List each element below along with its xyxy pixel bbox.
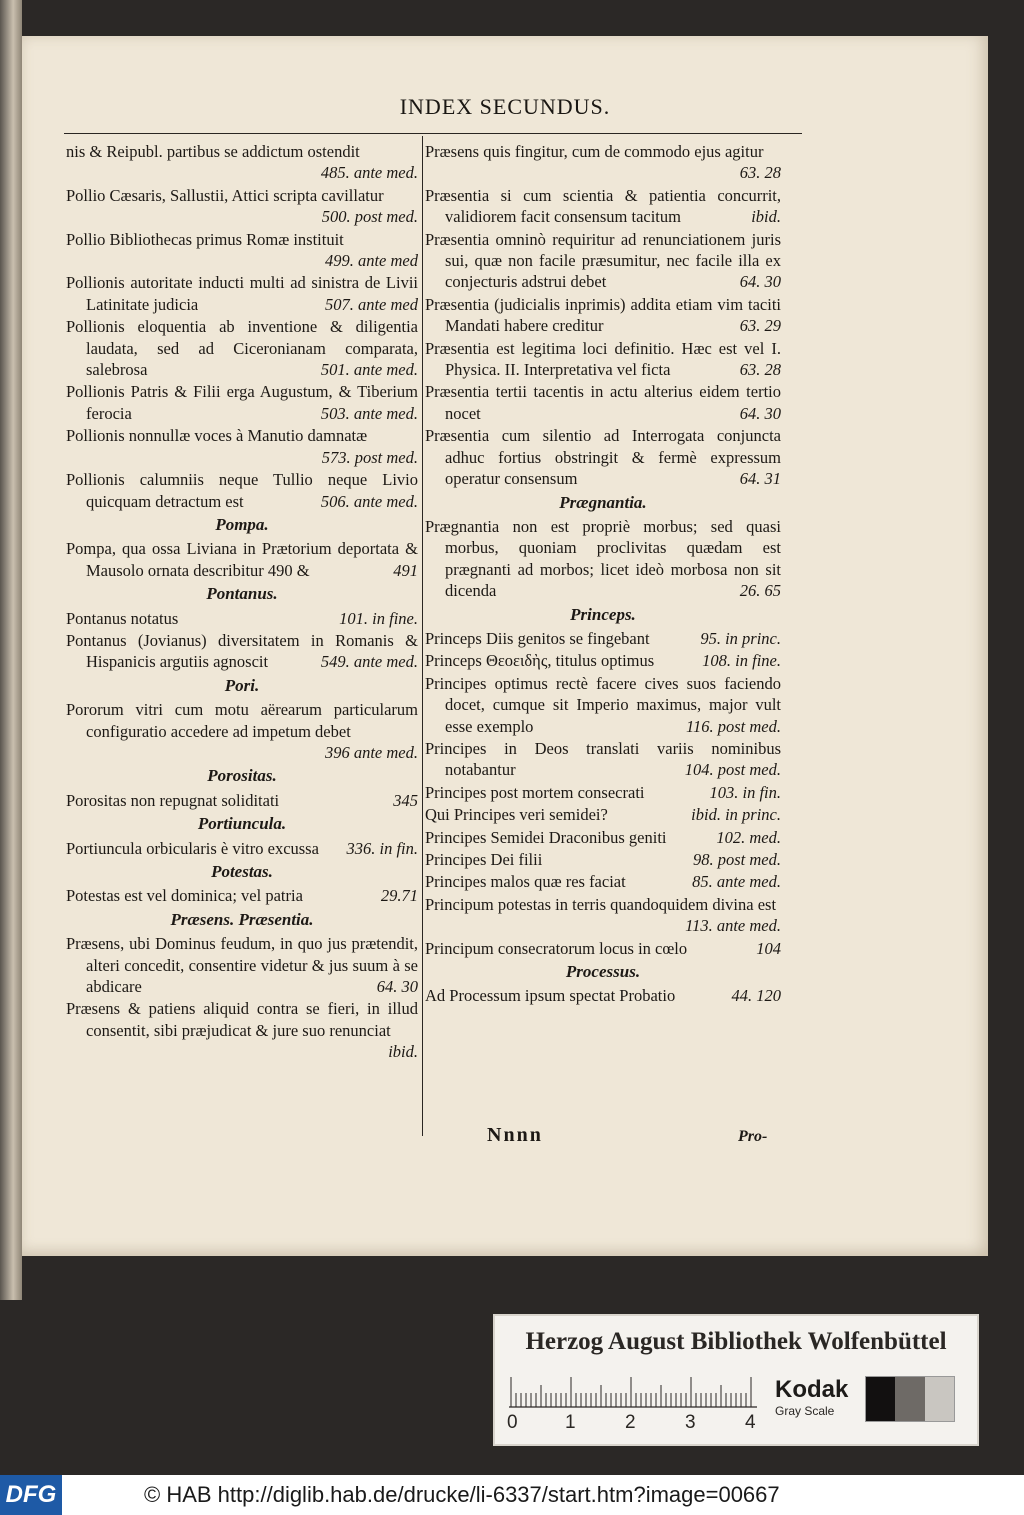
entry-text: Prægnantia non est propriè morbus; sed quasi morbus, quoniam proclivitas quædam est prægnanti ad morbos; licet ideò morbosa non sit dicenda	[425, 516, 781, 601]
page-reference: 573. post med.	[321, 447, 418, 467]
page-reference: 101. in fine.	[339, 608, 418, 628]
entry-text: Principes malos quæ res faciat	[425, 872, 626, 892]
entry-text: Pororum vitri cum motu aërearum particularum configuratio accedere ad impetum debet	[66, 700, 418, 741]
index-entry	[425, 827, 781, 848]
entry-text: Pompa, qua ossa Liviana in Prætorium deportata & Mausolo ornata describitur 490 &	[66, 539, 418, 580]
index-entry	[66, 141, 418, 184]
page-reference: ibid.	[388, 1042, 418, 1062]
page-reference: 63. 28	[739, 163, 781, 183]
index-entry	[66, 838, 418, 859]
entry-text: Præsentia est legitima loci definitio. Hæc est vel I. Physica. II. Interpretativa vel ficta	[425, 338, 781, 380]
entry-text: Potestas est vel dominica; vel patria	[66, 886, 303, 906]
page-reference: ibid. in princ.	[691, 805, 781, 825]
entry-text: Pollio Bibliothecas primus Romæ instituit	[66, 229, 344, 249]
index-entry	[66, 699, 418, 763]
page-reference: 485. ante med.	[320, 163, 418, 183]
entry-text: Principes post mortem consecrati	[425, 782, 645, 802]
column-divider	[422, 136, 423, 1136]
library-name: Herzog August Bibliothek Wolfenbüttel	[525, 1328, 947, 1355]
page-reference: 64. 30	[739, 272, 781, 292]
index-heading: Porositas.	[207, 766, 277, 786]
page-reference: 549. ante med.	[320, 652, 418, 672]
index-entry	[425, 894, 781, 937]
page-reference: 103. in fin.	[709, 782, 781, 802]
page-reference: 98. post med.	[693, 850, 781, 869]
index-entry	[66, 272, 418, 315]
page-reference: 500. post med.	[321, 207, 418, 227]
index-entry	[425, 782, 781, 803]
entry-text: Principum potestas in terris quandoquidem divina est	[425, 894, 777, 914]
page-reference: 501. ante med.	[320, 360, 418, 380]
index-entry	[425, 425, 781, 489]
index-entry	[66, 630, 418, 673]
page-reference: 63. 29	[739, 316, 781, 336]
index-entry	[425, 628, 781, 649]
index-heading: Princeps.	[570, 604, 636, 624]
index-entry	[425, 294, 781, 337]
index-entry	[425, 849, 781, 870]
page-reference: 345	[393, 790, 418, 810]
index-heading: Pompa.	[215, 514, 269, 534]
footer-bar	[0, 1475, 1024, 1515]
page-reference: 26. 65	[739, 581, 781, 601]
index-entry	[66, 933, 418, 997]
entry-text: Præsens quis fingitur, cum de commodo ejus agitur	[425, 142, 764, 161]
page-reference: 336. in fin.	[346, 838, 418, 858]
entry-text: Pollionis Patris & Filii erga Augustum, & Tiberium ferocia	[66, 382, 418, 423]
entry-text: Principum consecratorum locus in cœlo	[425, 938, 688, 958]
index-entry	[425, 673, 781, 737]
entry-text: Pollionis eloquentia ab inventione & diligentia laudata, sed ad Ciceronianam comparata, salebrosa	[66, 317, 418, 380]
scale-number: 0	[507, 1412, 518, 1433]
entry-text: Qui Principes veri semidei?	[425, 805, 608, 825]
index-heading: Pori.	[224, 675, 260, 695]
page-reference: 116. post med.	[685, 716, 781, 736]
copyright-url: © HAB http://diglib.hab.de/drucke/li-6337/start.htm?image=00667	[144, 1482, 780, 1507]
book-binding-edge	[0, 0, 22, 1300]
entry-text: Principes Semidei Draconibus geniti	[425, 827, 667, 847]
index-entry	[66, 229, 418, 272]
index-entry	[425, 229, 781, 293]
signature-mark: Nnnn	[487, 1124, 543, 1146]
index-entry	[66, 885, 418, 906]
entry-text: Principes optimus rectè facere cives suos faciendo docet, cumque sit Imperio maximus, major vult esse exemplo	[425, 673, 781, 736]
scale-number: 4	[745, 1412, 756, 1433]
page-reference: 499. ante med	[324, 251, 418, 271]
index-entry	[66, 469, 418, 512]
page-reference: 396 ante med.	[324, 742, 418, 762]
index-entry	[66, 538, 418, 581]
entry-text: Præsentia omninò requiritur ad renunciationem juris sui, quæ non facile præsumitur, nec facile illa ex conjecturis adstrui debet	[425, 229, 781, 292]
page-reference: 104. post med.	[684, 760, 781, 780]
index-heading: Præsens. Præsentia.	[170, 909, 314, 929]
index-entry	[66, 790, 418, 811]
page-reference: 108. in fine.	[702, 651, 781, 671]
index-entry	[425, 338, 781, 381]
entry-text: Pollio Cæsaris, Sallustii, Attici scripta cavillatur	[66, 185, 384, 205]
header-rule	[64, 133, 802, 134]
catchword: Pro-	[738, 1128, 768, 1145]
book-page	[22, 36, 988, 1256]
entry-text: Pollionis autoritate inducti multi ad sinistra de Livii Latinitate judicia	[66, 273, 418, 314]
entry-text: nis & Reipubl. partibus se addictum ostendit	[66, 142, 360, 161]
index-entry	[66, 316, 418, 380]
scale-ruler	[509, 1374, 757, 1408]
entry-text: Pontanus (Jovianus) diversitatem in Romanis & Hispanicis argutiis agnoscit	[66, 630, 418, 672]
index-heading: Potestas.	[211, 862, 273, 881]
index-entry	[66, 998, 418, 1062]
dfg-logo: DFG	[0, 1475, 62, 1515]
kodak-logo: Kodak	[775, 1376, 849, 1403]
scale-number: 1	[565, 1412, 576, 1433]
scale-number: 2	[625, 1412, 636, 1433]
page-reference: 104	[756, 938, 781, 958]
entry-text: Pollionis nonnullæ voces à Manutio damnatæ	[66, 426, 368, 446]
page-reference: 95. in princ.	[700, 628, 781, 648]
index-entry	[425, 381, 781, 424]
gray-patch-mid	[895, 1377, 924, 1421]
index-entry	[66, 381, 418, 424]
index-heading: Portiuncula.	[197, 814, 287, 834]
entry-text: Princeps Θεοειδὴς, titulus optimus	[425, 651, 655, 671]
page-reference: 64. 30	[376, 977, 418, 997]
index-entry	[425, 185, 781, 228]
gray-scale-label: Gray Scale	[775, 1404, 835, 1418]
entry-text: Præsentia cum silentio ad Interrogata conjuncta adhuc fortius obstringit & fermè expressum operatur consensum	[425, 426, 781, 489]
index-heading: Prægnantia.	[559, 492, 647, 512]
gray-patches	[865, 1376, 955, 1422]
page-reference: 113. ante med.	[685, 916, 781, 936]
index-heading: Processus.	[565, 962, 641, 982]
index-entry	[66, 185, 418, 228]
page-reference: ibid.	[751, 207, 781, 227]
index-heading: Pontanus.	[206, 584, 278, 604]
page-reference: 506. ante med.	[320, 491, 418, 511]
entry-text: Porositas non repugnat soliditati	[66, 790, 280, 810]
index-entry	[425, 650, 781, 671]
gray-patch-dark	[866, 1377, 895, 1421]
index-entry	[66, 608, 418, 629]
gray-patch-light	[925, 1377, 954, 1421]
entry-text: Præsentia tertii tacentis in actu alterius eidem tertio nocet	[425, 382, 781, 423]
entry-text: Pontanus notatus	[66, 608, 179, 628]
index-entry	[425, 516, 781, 602]
index-column-left	[66, 141, 418, 1064]
page-reference: 503. ante med.	[320, 403, 418, 423]
entry-text: Præsentia (judicialis inprimis) addita etiam vim taciti Mandati habere creditur	[425, 294, 781, 336]
page-reference: 491	[393, 560, 418, 580]
index-entry	[425, 871, 781, 892]
entry-text: Ad Processum ipsum spectat Probatio	[425, 986, 676, 1006]
index-entry	[425, 985, 781, 1006]
index-entry	[425, 938, 781, 959]
page-reference: 85. ante med.	[692, 872, 781, 892]
page-reference: 29.71	[380, 886, 418, 906]
page-reference: 63. 28	[739, 360, 781, 380]
entry-text: Pollionis calumniis neque Tullio neque Livio quicquam detractum est	[66, 470, 418, 511]
page-reference: 507. ante med	[324, 294, 418, 314]
color-checker-card	[493, 1314, 979, 1446]
entry-text: Præsentia si cum scientia & patientia concurrit, validiorem facit consensum tacitum	[425, 185, 781, 227]
entry-text: Portiuncula orbicularis è vitro excussa	[66, 838, 319, 858]
entry-text: Præsens, ubi Dominus feudum, in quo jus prætendit, alteri concedit, consentire videtur & jus suum à se abdicare	[66, 934, 418, 997]
page-reference: 44. 120	[731, 986, 781, 1006]
index-entry	[425, 141, 781, 184]
entry-text: Princeps Diis genitos se fingebant	[425, 628, 650, 648]
ruler-ticks	[509, 1374, 757, 1408]
index-entry	[425, 804, 781, 825]
scale-number: 3	[685, 1412, 696, 1433]
index-entry	[66, 425, 418, 468]
entry-text: Principes in Deos translati variis nominibus notabantur	[425, 738, 781, 780]
index-entry	[425, 738, 781, 781]
page-reference: 102. med.	[716, 827, 781, 847]
entry-text: Principes Dei filii	[425, 850, 543, 869]
index-column-right	[425, 141, 781, 1008]
page-reference: 64. 31	[739, 469, 781, 489]
entry-text: Præsens & patiens aliquid contra se fieri, in illud consentit, sibi præjudicat & jure suo renunciat	[66, 999, 418, 1040]
page-reference: 64. 30	[739, 403, 781, 423]
running-head: INDEX SECUNDUS.	[399, 94, 611, 119]
